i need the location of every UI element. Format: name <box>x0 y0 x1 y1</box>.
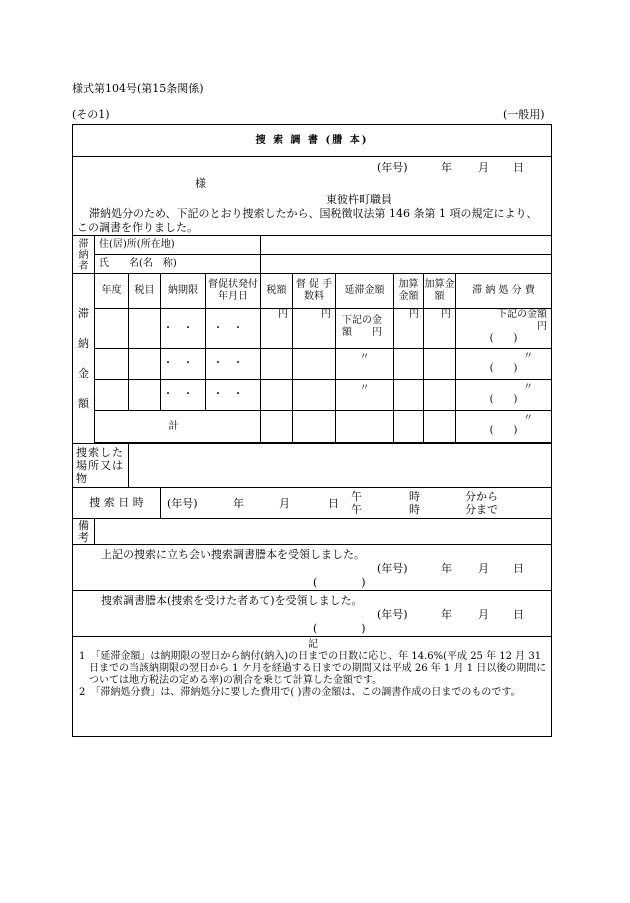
due-date-cell[interactable]: ・・ <box>161 380 206 411</box>
disposal-cost-total[interactable]: 〃 ( ) <box>456 411 552 443</box>
disposal-cost-cell[interactable]: 〃 ( ) <box>456 349 552 380</box>
total-row <box>73 411 552 443</box>
col-notice-date: 督促状発付年月日 <box>206 274 261 309</box>
note-item: 1 「延滞金額」は納期限の翌日から納付(納入)の日までの日数に応じ、年 14.6%(平成 25 年 12 月 31 日までの当該納期限の翌日から 1 ケ月を経過する日までの期間又は平成 26 年 1 月 1 日以後の期間については地方税法の定める率)の割合を乗じて計算した金額です。 <box>79 651 547 686</box>
due-date-cell[interactable]: ・・ <box>161 309 206 349</box>
table-row <box>73 380 552 411</box>
date-month: 月 <box>478 161 489 174</box>
reminder-fee-cell[interactable]: 円 <box>293 309 336 349</box>
date-year: 年 <box>441 161 452 174</box>
document-title: 捜 索 調 書 (謄 本) <box>73 125 552 157</box>
col-fiscal-year: 年度 <box>95 274 129 309</box>
table-row <box>73 349 552 380</box>
notes-heading: 記 <box>308 639 319 650</box>
additional-amount-cell-1[interactable]: 円 <box>394 309 424 349</box>
delinquent-amount-cell[interactable]: 下記の金額 円 <box>336 309 394 349</box>
address-label: 住(居)所(所在地) <box>95 236 261 255</box>
disposal-cost-cell[interactable]: 下記の金額 円 ( ) <box>456 309 552 349</box>
due-date-cell[interactable]: ・・ <box>161 349 206 380</box>
issuer-title: 東彼杵町職員 <box>326 193 392 206</box>
remarks-field[interactable] <box>95 519 552 545</box>
date-era: (年号) <box>377 161 408 174</box>
total-label: 計 <box>95 411 261 443</box>
additional-amount-cell-2[interactable]: 円 <box>424 309 456 349</box>
col-tax-amount: 税額 <box>261 274 293 309</box>
notice-date-cell[interactable]: ・・ <box>206 349 261 380</box>
search-datetime-label: 捜 索 日 時 <box>73 488 161 519</box>
disposal-cost-cell[interactable]: 〃 ( ) <box>456 380 552 411</box>
notice-date-cell[interactable]: ・・ <box>206 380 261 411</box>
form-usage: (一般用) <box>503 108 545 121</box>
col-additional-amount-2: 加算金額 <box>424 274 456 309</box>
col-disposal-cost: 滞 納 処 分 費 <box>456 274 552 309</box>
witness-signature[interactable]: ( ) <box>313 576 366 589</box>
name-label: 氏 名(名 称) <box>95 255 261 274</box>
arrears-label: 滞納金額 <box>73 274 95 444</box>
col-delinquent-amount: 延滞金額 <box>336 274 394 309</box>
date-day: 日 <box>513 161 524 174</box>
honorific: 様 <box>195 177 206 190</box>
address-field[interactable] <box>261 236 552 255</box>
col-additional-amount-1: 加算金額 <box>394 274 424 309</box>
search-place-field[interactable] <box>129 444 552 488</box>
statement-text: 滞納処分のため、下記のとおり捜索したから、国税徴収法第 146 条第 1 項の規定により、この調書を作りました。 <box>77 207 538 234</box>
notice-date-cell[interactable]: ・・ <box>206 309 261 349</box>
search-datetime-field[interactable]: (年号) 年 月 日 午 午 時 時 分から 分まで <box>161 488 552 519</box>
remarks-label: 備考 <box>73 519 95 545</box>
search-place-label: 捜索した場所又は物 <box>73 444 129 488</box>
form-number: 様式第104号(第15条関係) <box>72 82 204 95</box>
receipt-witness: 上記の捜索に立ち会い捜索調書謄本を受領しました。 (年号) 年 月 日 ( ) <box>73 545 552 591</box>
notes-section <box>73 637 552 737</box>
name-field[interactable] <box>261 255 552 274</box>
table-row <box>73 309 552 349</box>
form-part: (その1) <box>72 108 110 121</box>
taxpayer-label: 滞納者 <box>73 236 95 274</box>
tax-amount-cell[interactable]: 円 <box>261 309 293 349</box>
col-reminder-fee: 督 促 手数料 <box>293 274 336 309</box>
search-record-form <box>72 124 552 737</box>
col-due-date: 納期限 <box>161 274 206 309</box>
subject-signature[interactable]: ( ) <box>313 622 366 635</box>
delinquent-ditto[interactable]: 〃 <box>336 380 394 411</box>
receipt-subject: 捜索調書謄本(捜索を受けた者あて)を受領しました。 (年号) 年 月 日 ( ) <box>73 591 552 637</box>
col-tax-item: 税目 <box>129 274 161 309</box>
addressee-block <box>73 157 552 236</box>
note-item: 2 「滞納処分費」は、滞納処分に要した費用で( )書の金額は、この調書作成の日までのものです。 <box>79 687 521 698</box>
delinquent-ditto[interactable]: 〃 <box>336 349 394 380</box>
